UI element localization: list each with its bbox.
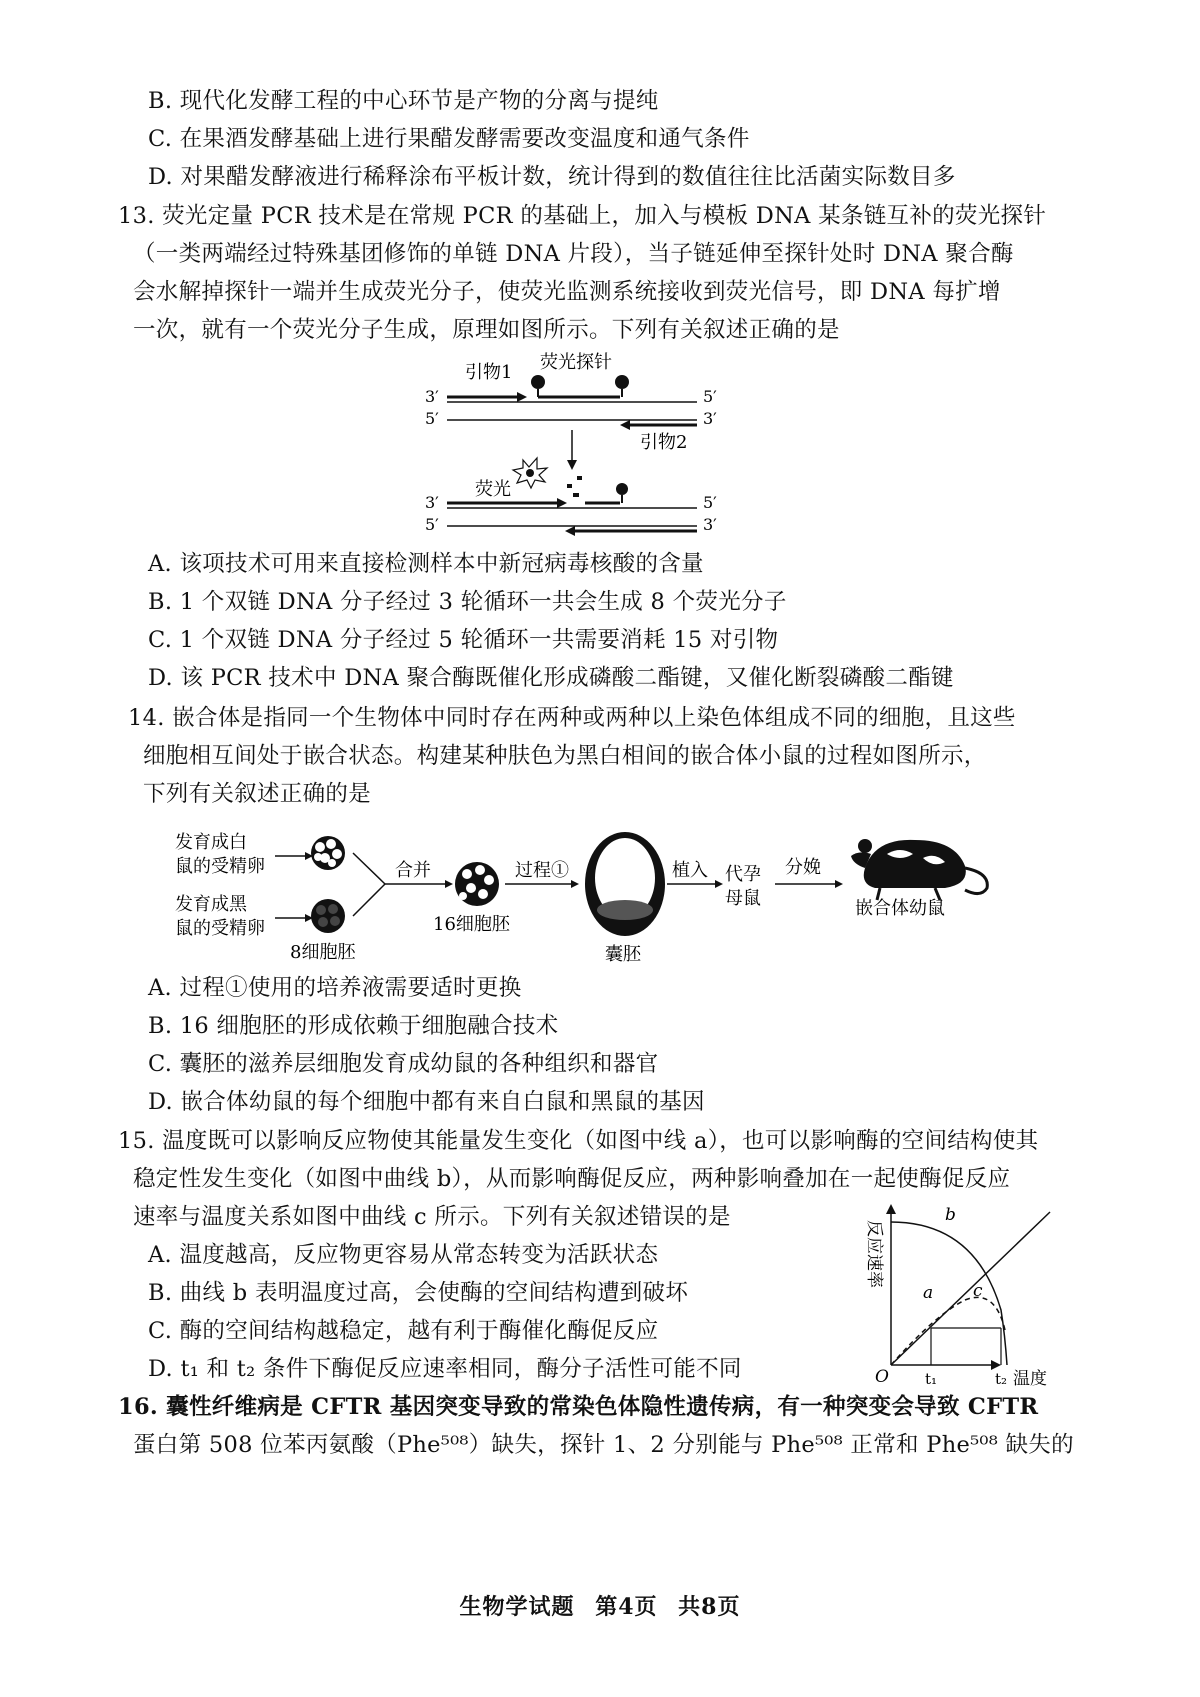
q13-option-a: A. 该项技术可用来直接检测样本中新冠病毒核酸的含量: [148, 551, 704, 577]
chimera-mouse-icon: [851, 839, 987, 900]
q15-stem-line-1: 15. 温度既可以影响反应物使其能量发生变化（如图中线 a），也可以影响酶的空间结构使其: [118, 1128, 1039, 1154]
sixteen-cell-label: 16细胞胚: [433, 914, 510, 935]
q16-stem-line-2: 蛋白第 508 位苯丙氨酸（Phe⁵⁰⁸）缺失，探针 1、2 分别能与 Phe⁵⁰⁸ 正常和 Phe⁵⁰⁸ 缺失的: [133, 1432, 1074, 1458]
page-footer: [0, 1590, 1200, 1621]
implant-label: 植入: [672, 860, 708, 881]
q15-option-d: D. t₁ 和 t₂ 条件下酶促反应速率相同，酶分子活性可能不同: [148, 1356, 742, 1382]
blastocyst-label: 囊胚: [605, 944, 641, 965]
black-zygote-label-1: 发育成黑: [175, 894, 247, 915]
strand-end-5-top-right: 5′: [703, 387, 717, 406]
graph-ylabel: 反应速率: [864, 1220, 884, 1288]
chimera-mouse-diagram: [175, 818, 1015, 968]
q15-stem-line-3: 速率与温度关系如图中曲线 c 所示。下列有关叙述错误的是: [133, 1204, 731, 1230]
graph-xlabel: 温度: [1013, 1369, 1047, 1389]
q14-option-d: D. 嵌合体幼鼠的每个细胞中都有来自白鼠和黑鼠的基因: [148, 1089, 705, 1115]
strand-end-3-top: 3′: [425, 387, 439, 406]
footer-subject: 生物学试题: [459, 1594, 575, 1620]
q15-stem-line-2: 稳定性发生变化（如图中曲线 b），从而影响酶促反应，两种影响叠加在一起使酶促反应: [133, 1166, 1011, 1192]
q12-option-d: D. 对果醋发酵液进行稀释涂布平板计数，统计得到的数值往往比活菌实际数目多: [148, 164, 956, 190]
strand-end-5-top: 5′: [425, 409, 439, 428]
black-8-cell-embryo: [311, 899, 345, 933]
strand-end-3-bottom: 3′: [425, 493, 439, 512]
birth-label: 分娩: [785, 857, 821, 878]
process-1-label: 过程①: [515, 860, 569, 881]
strand-end-5-bottom: 5′: [425, 515, 439, 534]
enzyme-rate-graph: [855, 1200, 1075, 1390]
q16-stem-line-1: 16. 囊性纤维病是 CFTR 基因突变导致的常染色体隐性遗传病，有一种突变会导致 CFTR: [118, 1394, 1039, 1420]
graph-origin: O: [875, 1367, 889, 1387]
q13-option-d: D. 该 PCR 技术中 DNA 聚合酶既催化形成磷酸二酯键，又催化断裂磷酸二酯键: [148, 665, 954, 691]
blastocyst: [585, 832, 665, 936]
q13-stem-line-3: 会水解掉探针一端并生成荧光分子，使荧光监测系统接收到荧光信号，即 DNA 每扩增: [133, 279, 1001, 305]
probe-label: 荧光探针: [540, 352, 612, 373]
strand-end-3-top-right: 3′: [703, 409, 717, 428]
footer-total: 共8页: [678, 1594, 741, 1620]
q14-option-b: B. 16 细胞胚的形成依赖于细胞融合技术: [148, 1013, 559, 1039]
sixteen-cell-embryo: [455, 862, 499, 906]
white-zygote-label-2: 鼠的受精卵: [175, 856, 265, 877]
q14-stem-line-3: 下列有关叙述正确的是: [143, 781, 372, 807]
strand-end-5-bottom-right: 5′: [703, 493, 717, 512]
q13-stem-line-1: 13. 荧光定量 PCR 技术是在常规 PCR 的基础上，加入与模板 DNA 某条链互补的荧光探针: [118, 203, 1047, 229]
pcr-probe-diagram: [425, 350, 745, 540]
primer2-label: 引物2: [640, 432, 688, 453]
q15-option-a: A. 温度越高，反应物更容易从常态转变为活跃状态: [148, 1242, 659, 1268]
q13-stem-line-2: （一类两端经过特殊基团修饰的单链 DNA 片段），当子链延伸至探针处时 DNA 聚合酶: [133, 241, 1014, 267]
q15-option-b: B. 曲线 b 表明温度过高，会使酶的空间结构遭到破坏: [148, 1280, 689, 1306]
tick-t2: t₂: [995, 1370, 1008, 1388]
q15-option-c: C. 酶的空间结构越稳定，越有利于酶催化酶促反应: [148, 1318, 659, 1344]
surrogate-label-1: 代孕: [725, 864, 761, 885]
tick-t1: t₁: [925, 1370, 938, 1388]
probe-reporter-dot: [531, 375, 545, 389]
label-c: c: [973, 1281, 983, 1301]
label-a: a: [923, 1283, 934, 1303]
merge-label: 合并: [395, 860, 431, 881]
curve-b: [891, 1222, 1007, 1365]
q12-option-b: B. 现代化发酵工程的中心环节是产物的分离与提纯: [148, 88, 659, 114]
primer1-label: 引物1: [465, 362, 513, 383]
white-8-cell-embryo: [311, 836, 345, 870]
line-a: [891, 1212, 1050, 1365]
label-b: b: [945, 1205, 956, 1225]
white-zygote-label-1: 发育成白: [175, 832, 247, 853]
q13-option-b: B. 1 个双链 DNA 分子经过 3 轮循环一共会生成 8 个荧光分子: [148, 589, 787, 615]
q14-stem-line-1: 14. 嵌合体是指同一个生物体中同时存在两种或两种以上染色体组成不同的细胞，且这些: [128, 705, 1016, 731]
eight-cell-label: 8细胞胚: [290, 942, 356, 963]
probe-quencher-dot: [615, 375, 629, 389]
footer-page: 第4页: [595, 1594, 658, 1620]
black-zygote-label-2: 鼠的受精卵: [175, 918, 265, 939]
fluorescence-label: 荧光: [475, 479, 511, 500]
q13-stem-line-4: 一次，就有一个荧光分子生成，原理如图所示。下列有关叙述正确的是: [133, 317, 840, 343]
q13-option-c: C. 1 个双链 DNA 分子经过 5 轮循环一共需要消耗 15 对引物: [148, 627, 779, 653]
q12-option-c: C. 在果酒发酵基础上进行果醋发酵需要改变温度和通气条件: [148, 126, 750, 152]
strand-end-3-bottom-right: 3′: [703, 515, 717, 534]
surrogate-label-2: 母鼠: [725, 888, 761, 909]
q14-option-a: A. 过程①使用的培养液需要适时更换: [148, 975, 522, 1001]
q14-stem-line-2: 细胞相互间处于嵌合状态。构建某种肤色为黑白相间的嵌合体小鼠的过程如图所示，: [143, 743, 987, 769]
q14-option-c: C. 囊胚的滋养层细胞发育成幼鼠的各种组织和器官: [148, 1051, 659, 1077]
curve-c: [891, 1297, 1005, 1365]
chimera-label: 嵌合体幼鼠: [855, 898, 945, 919]
